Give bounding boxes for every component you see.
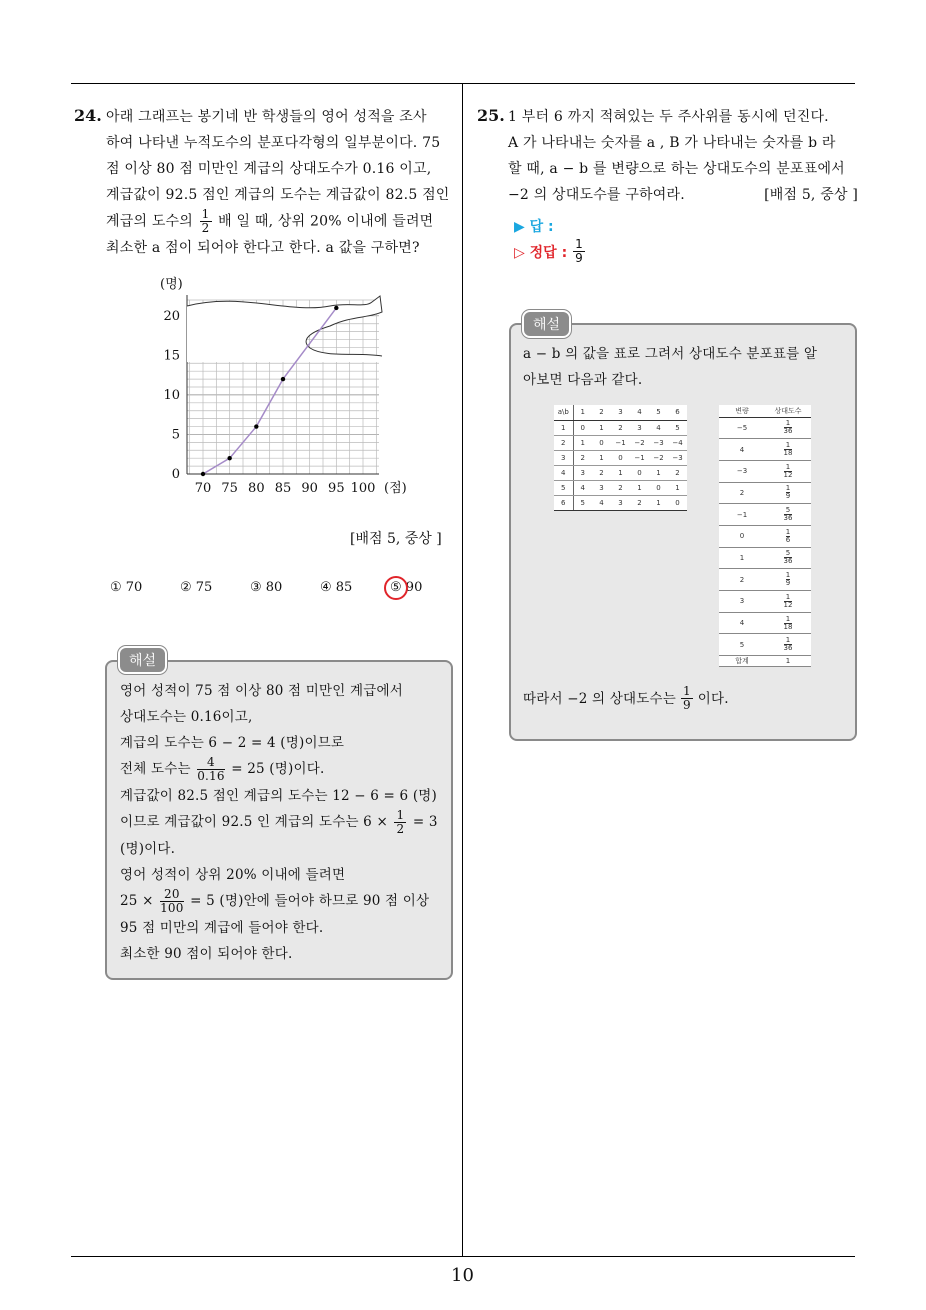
table-row — [719, 460, 811, 482]
solution-line: 전체 도수는 $\frac{4}{0.16}$ = 25 (명)이다. — [120, 755, 325, 783]
table-row — [719, 525, 811, 547]
data-point — [227, 456, 231, 460]
table-cell: 3 — [611, 405, 630, 420]
solution-line: 계급의 도수는 6 − 2 = 4 (명)이므로 — [120, 735, 345, 751]
table-row — [719, 612, 811, 634]
solution-line: 계급값이 82.5 점인 계급의 도수는 12 − 6 = 6 (명) — [120, 788, 438, 804]
table-header-cell: 변량 — [719, 405, 765, 417]
table-header-cell: 상대도수 — [765, 405, 811, 417]
table-cell: 5 — [649, 405, 668, 420]
solution-line: 이므로 계급값이 92.5 인 계급의 도수는 6 × $\frac{1}{2}$ = 3 — [120, 808, 438, 836]
fraction: $\frac{1}{12}$ — [783, 462, 793, 479]
question-text-line: 점 이상 80 점 미만인 계급의 상대도수가 0.16 이고, — [106, 161, 432, 177]
table-cell: 0 — [592, 435, 611, 450]
table-cell: 0 — [719, 525, 765, 547]
question-25-score: [배점 5, 중상 ] — [764, 187, 858, 203]
table-cell: 1 — [573, 405, 592, 420]
table-cell: 1 — [649, 495, 668, 510]
fraction: $\frac{4}{0.16}$ — [197, 755, 225, 783]
solution-25-text — [523, 341, 853, 393]
solution-line: 상대도수는 0.16이고, — [120, 709, 253, 725]
table-cell: 2 — [719, 569, 765, 591]
x-tick-label: 90 — [301, 481, 318, 496]
fraction: $\frac{1}{9}$ — [785, 484, 791, 501]
table-cell: 2 — [592, 405, 611, 420]
fraction: $\frac{20}{100}$ — [160, 887, 184, 915]
table-header-row — [554, 405, 687, 420]
table-cell: −5 — [719, 417, 765, 439]
table-cell: 6 — [668, 405, 687, 420]
table-cell: 4 — [573, 480, 592, 495]
question-24-text — [106, 104, 458, 261]
solution-line: 아보면 다음과 같다. — [523, 372, 643, 388]
fraction: $\frac{1}{9}$ — [682, 684, 691, 712]
table-cell: 6 — [554, 495, 573, 510]
table-cell — [765, 525, 811, 547]
table-cell: 1 — [573, 435, 592, 450]
data-point — [281, 377, 285, 381]
fraction: $\frac{1}{36}$ — [783, 636, 793, 653]
choice-3[interactable]: ③ 80 — [250, 580, 283, 595]
table-cell: 4 — [592, 495, 611, 510]
table-row — [554, 465, 687, 480]
table-cell: −2 — [630, 435, 649, 450]
correct-answer: ▷ 정답 : $\frac{1}{9}$ — [514, 237, 583, 265]
solution-line: 영어 성적이 상위 20% 이내에 들려면 — [120, 867, 346, 883]
table-cell: −1 — [719, 504, 765, 526]
table-cell: 3 — [573, 465, 592, 480]
table-cell — [765, 504, 811, 526]
bottom-rule — [71, 1256, 855, 1257]
solution-tag-25: 해설 — [522, 310, 571, 338]
table-cell: 1 — [630, 480, 649, 495]
table-cell — [765, 460, 811, 482]
question-text-line: 1 부터 6 까지 적혀있는 두 주사위를 동시에 던진다. — [508, 109, 829, 125]
y-tick-label: 0 — [171, 467, 180, 482]
x-axis-label: (점) — [384, 481, 407, 496]
table-cell: 5 — [554, 480, 573, 495]
fraction: $\frac{1}{9}$ — [785, 571, 791, 588]
table-cell — [765, 439, 811, 461]
x-tick-label: 95 — [328, 481, 345, 496]
table-cell — [765, 569, 811, 591]
table-cell — [765, 417, 811, 439]
table-cell: 4 — [719, 439, 765, 461]
table-row — [554, 480, 687, 495]
data-point — [254, 424, 258, 428]
relative-frequency-table — [719, 405, 811, 667]
question-text-line: 계급값이 92.5 점인 계급의 도수는 계급값이 82.5 점인 — [106, 187, 450, 203]
table-row — [719, 634, 811, 656]
table-cell — [765, 634, 811, 656]
fraction: $\frac{5}{36}$ — [783, 549, 793, 566]
table-cell: 0 — [649, 480, 668, 495]
fraction: $\frac{1}{6}$ — [785, 527, 791, 544]
fraction: $\frac{1}{18}$ — [783, 441, 793, 458]
question-24-score: [배점 5, 중상 ] — [350, 531, 442, 547]
table-cell: 1 — [592, 420, 611, 435]
table-row — [554, 450, 687, 465]
question-25-number: 25. — [477, 106, 505, 125]
solution-25-conclusion: 따라서 −2 의 상대도수는 $\frac{1}{9}$ 이다. — [523, 684, 729, 712]
y-tick-label: 15 — [163, 348, 180, 364]
table-cell: 2 — [630, 495, 649, 510]
table-cell: 0 — [630, 465, 649, 480]
table-cell: 0 — [668, 495, 687, 510]
table-cell: 합계 — [719, 656, 765, 667]
solution-line: 최소한 90 점이 되어야 한다. — [120, 946, 293, 962]
table-cell: 1 — [554, 420, 573, 435]
table-cell: 3 — [554, 450, 573, 465]
table-row — [719, 569, 811, 591]
table-row — [719, 417, 811, 439]
table-cell: a\b — [554, 405, 573, 420]
table-cell: 1 — [765, 656, 811, 667]
table-cell: 5 — [719, 634, 765, 656]
question-text-line: 계급의 도수의 $\frac{1}{2}$ 배 일 때, 상위 20% 이내에 들려면 — [106, 207, 434, 235]
question-24-number: 24. — [74, 106, 102, 125]
table-cell: 2 — [611, 480, 630, 495]
question-text-line: 최소한 a 점이 되어야 한다고 한다. a 값을 구하면? — [106, 240, 420, 256]
table-cell — [765, 591, 811, 613]
table-cell: −3 — [649, 435, 668, 450]
table-cell: 5 — [573, 495, 592, 510]
question-25-text — [508, 104, 858, 208]
table-header-row — [719, 405, 811, 417]
table-cell: 4 — [719, 612, 765, 634]
table-cell: 3 — [630, 420, 649, 435]
table-cell — [765, 547, 811, 569]
top-rule — [71, 83, 855, 84]
table-cell: 5 — [668, 420, 687, 435]
table-row — [719, 547, 811, 569]
table-cell: 3 — [592, 480, 611, 495]
y-axis-label: (명) — [160, 277, 183, 292]
table-cell: 2 — [554, 435, 573, 450]
table-row — [719, 591, 811, 613]
table-cell: 1 — [668, 480, 687, 495]
table-cell: 1 — [592, 450, 611, 465]
y-tick-label: 10 — [163, 387, 180, 403]
fraction: $\frac{5}{36}$ — [783, 506, 793, 523]
table-cell: 3 — [719, 591, 765, 613]
selected-answer-circle-icon — [384, 576, 408, 600]
data-point — [201, 472, 205, 476]
table-cell: −3 — [668, 450, 687, 465]
data-point — [334, 306, 338, 310]
y-tick-label: 5 — [171, 427, 180, 443]
x-tick-label: 100 — [350, 481, 376, 496]
table-cell: 0 — [573, 420, 592, 435]
x-tick-label: 80 — [248, 481, 265, 496]
table-row — [554, 420, 687, 435]
table-total-row — [719, 656, 811, 667]
solution-line: a − b 의 값을 표로 그려서 상대도수 분포표를 알 — [523, 346, 818, 362]
fraction: $\frac{1}{9}$ — [575, 237, 583, 265]
table-row — [719, 482, 811, 504]
question-text-line: 할 때, a − b 를 변량으로 하는 상대도수의 분포표에서 — [508, 161, 845, 177]
table-cell: 1 — [719, 547, 765, 569]
solution-tag-24: 해설 — [118, 646, 167, 674]
fraction: $\frac{1}{12}$ — [783, 592, 793, 609]
table-cell: 2 — [611, 420, 630, 435]
table-cell: −4 — [668, 435, 687, 450]
answer-label: ▶ 답 : — [514, 219, 554, 235]
table-cell: −3 — [719, 460, 765, 482]
x-tick-label: 85 — [274, 481, 292, 496]
y-tick-label: 20 — [163, 308, 180, 324]
solution-24-text — [120, 678, 450, 967]
solution-line: 95 점 미만의 계급에 들어야 한다. — [120, 920, 324, 936]
fraction: $\frac{1}{36}$ — [783, 419, 793, 436]
solution-line: (명)이다. — [120, 841, 176, 857]
table-cell: 4 — [630, 405, 649, 420]
table-cell — [765, 612, 811, 634]
table-row — [554, 495, 687, 510]
table-cell: 3 — [611, 495, 630, 510]
table-row — [719, 439, 811, 461]
difference-table — [554, 405, 687, 511]
table-row — [554, 435, 687, 450]
table-cell: −1 — [611, 435, 630, 450]
question-text-line: −2 의 상대도수를 구하여라. [배점 5, 중상 ] — [508, 182, 858, 208]
choice-2[interactable]: ② 75 — [180, 580, 213, 595]
fraction: $\frac{1}{18}$ — [783, 614, 793, 631]
table-cell: 2 — [719, 482, 765, 504]
column-divider — [462, 83, 463, 1256]
fraction: $\frac{1}{2}$ — [201, 207, 210, 235]
table-cell: 2 — [668, 465, 687, 480]
table-cell — [765, 482, 811, 504]
cumulative-frequency-chart — [150, 272, 450, 502]
question-text-line: 아래 그래프는 봉기네 반 학생들의 영어 성적을 조사 — [106, 109, 427, 125]
table-cell: 1 — [649, 465, 668, 480]
table-cell: −1 — [630, 450, 649, 465]
table-cell: 0 — [611, 450, 630, 465]
question-text-line: A 가 나타내는 숫자를 a , B 가 나타내는 숫자를 b 라 — [508, 135, 836, 151]
choice-5[interactable]: ⑤ 90 — [390, 580, 423, 595]
table-cell: 1 — [611, 465, 630, 480]
choice-4[interactable]: ④ 85 — [320, 580, 353, 595]
solution-line: 25 × $\frac{20}{100}$ = 5 (명)안에 들어야 하므로 90 점 이상 — [120, 887, 430, 915]
x-tick-label: 70 — [194, 481, 212, 496]
solution-line: 영어 성적이 75 점 이상 80 점 미만인 계급에서 — [120, 683, 403, 699]
table-cell: 4 — [554, 465, 573, 480]
choice-1[interactable]: ① 70 — [110, 580, 143, 595]
table-row — [719, 504, 811, 526]
x-tick-label: 75 — [221, 481, 238, 496]
page-number: 10 — [451, 1265, 474, 1286]
choice-5-marker: ⑤ — [390, 580, 402, 595]
fraction: $\frac{1}{2}$ — [396, 808, 405, 836]
table-cell: 2 — [573, 450, 592, 465]
table-cell: 2 — [592, 465, 611, 480]
question-text-line: 하여 나타낸 누적도수의 분포다각형의 일부분이다. 75 — [106, 135, 441, 151]
table-cell: −2 — [649, 450, 668, 465]
table-cell: 4 — [649, 420, 668, 435]
